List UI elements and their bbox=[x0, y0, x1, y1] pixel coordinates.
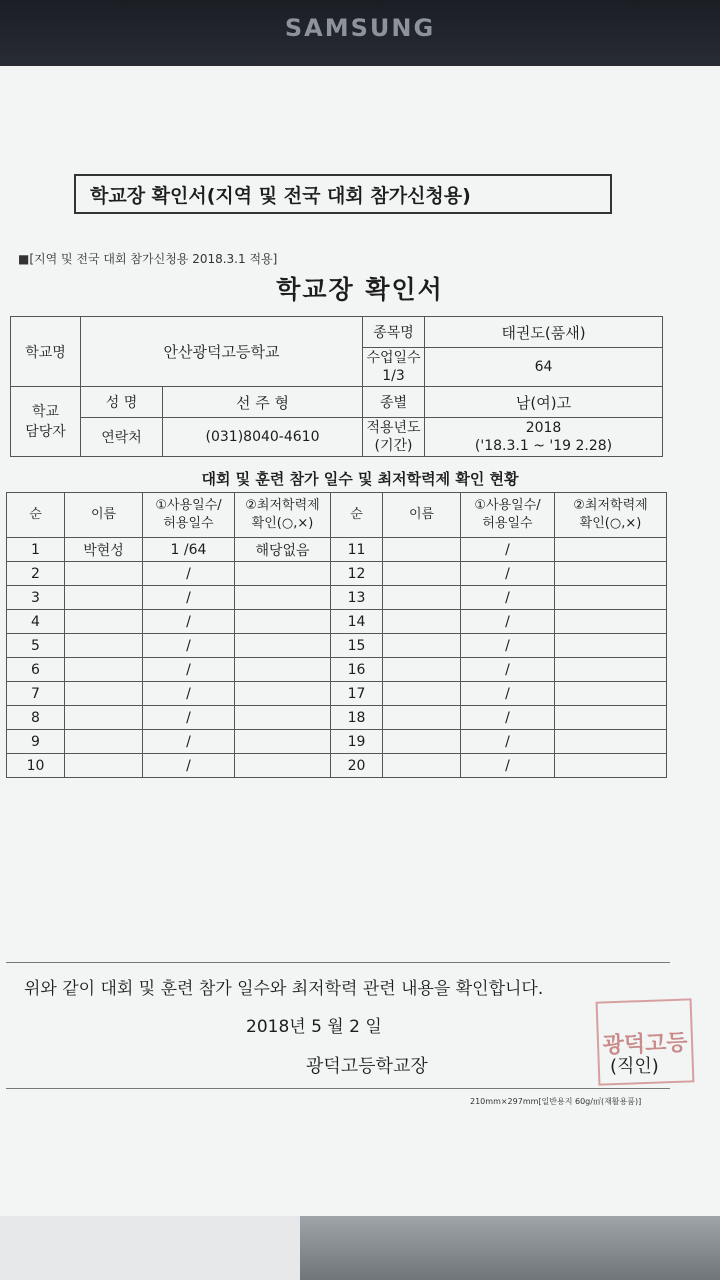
table-cell: / bbox=[461, 610, 555, 634]
name-label: 성 명 bbox=[81, 387, 163, 418]
table-cell bbox=[235, 610, 331, 634]
year-value-text: 2018 bbox=[525, 420, 562, 436]
table-cell: / bbox=[461, 538, 555, 562]
table-cell: / bbox=[143, 730, 235, 754]
table-row bbox=[7, 634, 667, 658]
table-cell: / bbox=[143, 706, 235, 730]
monitor-brand-logo: SAMSUNG bbox=[284, 14, 436, 42]
table-cell: 19 bbox=[331, 730, 383, 754]
table-cell bbox=[235, 754, 331, 778]
table-cell: 16 bbox=[331, 658, 383, 682]
table-cell: 12 bbox=[331, 562, 383, 586]
table-cell: / bbox=[461, 586, 555, 610]
table-cell bbox=[65, 562, 143, 586]
sub-note: ■[지역 및 전국 대회 참가신청용 2018.3.1 적용] bbox=[18, 252, 278, 266]
table-cell bbox=[65, 586, 143, 610]
document-title: 학교장 확인서 bbox=[276, 275, 444, 304]
table-cell: 4 bbox=[7, 610, 65, 634]
table-cell bbox=[235, 706, 331, 730]
header-cell: 이름 bbox=[65, 493, 143, 538]
table-cell bbox=[383, 658, 461, 682]
period-label-text: (기간) bbox=[374, 438, 413, 454]
table-cell bbox=[235, 562, 331, 586]
table-cell: / bbox=[143, 658, 235, 682]
year-label-text: 적용년도 bbox=[366, 420, 421, 436]
section-title: 대회 및 훈련 참가 일수 및 최저학력제 확인 현황 bbox=[201, 470, 519, 488]
table-row bbox=[7, 538, 667, 562]
table-cell: 14 bbox=[331, 610, 383, 634]
table-cell: 8 bbox=[7, 706, 65, 730]
table-cell: 13 bbox=[331, 586, 383, 610]
participation-table bbox=[6, 492, 667, 778]
table-cell bbox=[383, 754, 461, 778]
table-cell bbox=[235, 658, 331, 682]
table-cell bbox=[65, 634, 143, 658]
header-cell: ①사용일수/ 허용일수 bbox=[143, 493, 235, 538]
table-cell bbox=[555, 562, 667, 586]
table-cell bbox=[555, 754, 667, 778]
table-cell bbox=[383, 706, 461, 730]
table-cell: 15 bbox=[331, 634, 383, 658]
contact-label: 연락처 bbox=[81, 418, 163, 457]
table-cell bbox=[555, 658, 667, 682]
school-value: 안산광덕고등학교 bbox=[81, 317, 363, 387]
table-cell: 해당없음 bbox=[235, 538, 331, 562]
table-cell: / bbox=[461, 682, 555, 706]
table-cell bbox=[383, 730, 461, 754]
table-cell: 10 bbox=[7, 754, 65, 778]
paper-spec: 210mm×297mm[일반용지 60g/㎡(재활용품)] bbox=[470, 1097, 642, 1106]
confirm-text: 위와 같이 대회 및 훈련 참가 일수와 최저학력 관련 내용을 확인합니다. bbox=[24, 979, 544, 999]
table-cell bbox=[555, 610, 667, 634]
class-days-label-text: 수업일수 bbox=[366, 350, 421, 366]
name-value: 선 주 형 bbox=[163, 387, 363, 418]
table-cell bbox=[65, 730, 143, 754]
table-cell bbox=[65, 706, 143, 730]
table-header-row bbox=[7, 493, 667, 538]
table-cell bbox=[383, 610, 461, 634]
header-cell: 이름 bbox=[383, 493, 461, 538]
table-cell: / bbox=[143, 634, 235, 658]
header-cell: ②최저학력제 확인(○,×) bbox=[555, 493, 667, 538]
table-row bbox=[7, 682, 667, 706]
table-cell bbox=[65, 658, 143, 682]
table-cell bbox=[555, 586, 667, 610]
table-cell bbox=[235, 586, 331, 610]
table-cell bbox=[555, 706, 667, 730]
table-row bbox=[7, 562, 667, 586]
table-cell: 6 bbox=[7, 658, 65, 682]
info-table bbox=[10, 316, 663, 457]
table-cell: / bbox=[461, 754, 555, 778]
table-cell bbox=[383, 562, 461, 586]
table-cell: 20 bbox=[331, 754, 383, 778]
table-cell: 2 bbox=[7, 562, 65, 586]
gender-value: 남(여)고 bbox=[425, 387, 663, 418]
table-cell: / bbox=[461, 730, 555, 754]
table-cell: 1 /64 bbox=[143, 538, 235, 562]
table-cell bbox=[235, 682, 331, 706]
table-cell: 3 bbox=[7, 586, 65, 610]
school-label: 학교명 bbox=[11, 317, 81, 387]
table-row bbox=[7, 610, 667, 634]
table-cell: 17 bbox=[331, 682, 383, 706]
table-cell: / bbox=[143, 562, 235, 586]
table-cell: 9 bbox=[7, 730, 65, 754]
table-cell bbox=[555, 730, 667, 754]
sport-label: 종목명 bbox=[363, 317, 425, 348]
table-cell bbox=[235, 730, 331, 754]
divider bbox=[6, 1088, 670, 1089]
table-cell bbox=[383, 634, 461, 658]
table-row bbox=[7, 658, 667, 682]
class-days-label bbox=[363, 348, 425, 387]
table-cell: / bbox=[143, 682, 235, 706]
table-cell: / bbox=[143, 754, 235, 778]
official-seal-icon: 광덕고등 bbox=[596, 998, 695, 1085]
table-cell bbox=[65, 754, 143, 778]
divider bbox=[6, 962, 670, 963]
table-cell: 11 bbox=[331, 538, 383, 562]
table-cell bbox=[555, 538, 667, 562]
contact-value: (031)8040-4610 bbox=[163, 418, 363, 457]
header-cell: 순 bbox=[331, 493, 383, 538]
class-days-value: 64 bbox=[425, 348, 663, 387]
table-cell: / bbox=[461, 706, 555, 730]
seal-label: (직인) bbox=[610, 1056, 659, 1077]
table-cell bbox=[555, 634, 667, 658]
header-box: 학교장 확인서(지역 및 전국 대회 참가신청용) bbox=[74, 174, 612, 214]
class-days-fraction: 1/3 bbox=[382, 368, 405, 384]
table-row bbox=[7, 730, 667, 754]
year-label bbox=[363, 418, 425, 457]
date-text: 2018년 5 월 2 일 bbox=[246, 1017, 382, 1037]
table-row bbox=[7, 586, 667, 610]
table-cell bbox=[65, 682, 143, 706]
header-cell: ②최저학력제 확인(○,×) bbox=[235, 493, 331, 538]
table-cell: 1 bbox=[7, 538, 65, 562]
table-cell bbox=[383, 538, 461, 562]
manager-label: 학교 담당자 bbox=[11, 387, 81, 457]
table-row bbox=[7, 754, 667, 778]
header-cell: ①사용일수/ 허용일수 bbox=[461, 493, 555, 538]
table-cell: / bbox=[143, 586, 235, 610]
table-cell: 7 bbox=[7, 682, 65, 706]
table-cell bbox=[383, 682, 461, 706]
table-cell: / bbox=[461, 634, 555, 658]
table-cell: / bbox=[461, 562, 555, 586]
table-cell bbox=[383, 586, 461, 610]
document-paper bbox=[0, 66, 720, 1216]
gender-label: 종별 bbox=[363, 387, 425, 418]
table-cell: / bbox=[143, 610, 235, 634]
table-cell: 박현성 bbox=[65, 538, 143, 562]
table-cell: 5 bbox=[7, 634, 65, 658]
table-cell: / bbox=[461, 658, 555, 682]
table-row bbox=[7, 706, 667, 730]
period-value-text: ('18.3.1 ~ '19 2.28) bbox=[474, 438, 613, 454]
year-value bbox=[425, 418, 663, 457]
table-cell bbox=[65, 610, 143, 634]
table-cell: 18 bbox=[331, 706, 383, 730]
floor-paper bbox=[0, 1210, 300, 1280]
table-cell bbox=[235, 634, 331, 658]
header-cell: 순 bbox=[7, 493, 65, 538]
principal-text: 광덕고등학교장 bbox=[306, 1056, 428, 1077]
table-cell bbox=[555, 682, 667, 706]
sport-value: 태권도(품새) bbox=[425, 317, 663, 348]
